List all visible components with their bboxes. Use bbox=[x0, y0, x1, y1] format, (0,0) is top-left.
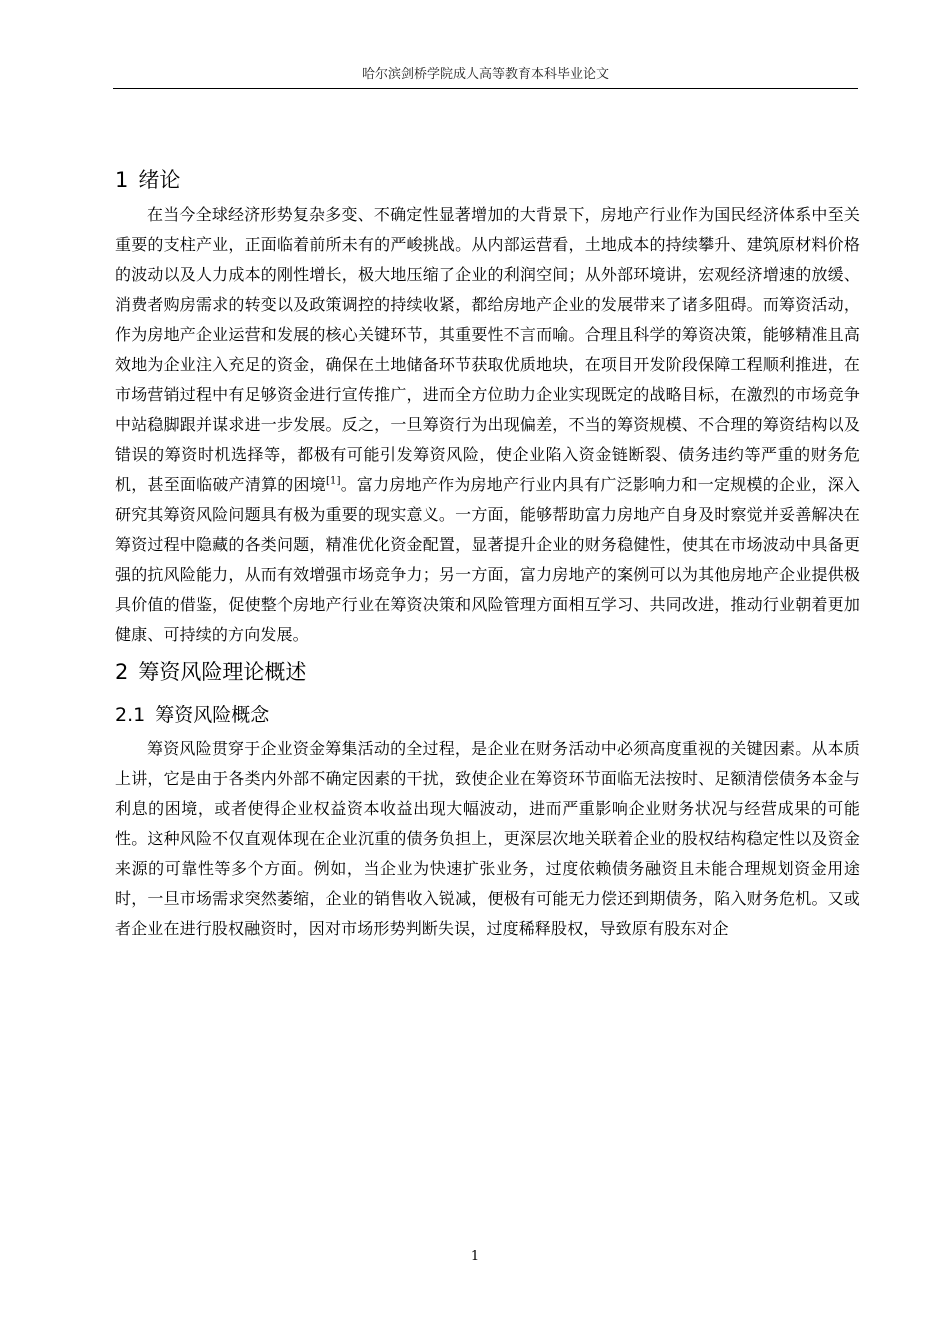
citation-ref: [1] bbox=[326, 475, 341, 487]
page-number: 1 bbox=[470, 1249, 480, 1264]
section-number: 2 bbox=[115, 660, 129, 684]
subsection-title: 筹资风险概念 bbox=[155, 704, 270, 726]
section-number: 1 bbox=[115, 168, 129, 192]
section-heading-intro bbox=[115, 160, 860, 200]
subsection-number: 2.1 bbox=[115, 704, 146, 726]
section-title: 筹资风险理论概述 bbox=[138, 660, 307, 684]
paragraph-text: 在当今全球经济形势复杂多变、不确定性显著增加的大背景下，房地产行业作为国民经济体系中至关重要的支柱产业，正面临着前所未有的严峻挑战。从内部运营看，土地成本的持续攀升、建筑原材料价格的波动以及人力成本的刚性增长，极大地压缩了企业的利润空间；从外部环境讲，宏观经济增速的放缓、消费者购房需求的转变以及政策调控的持续收紧，都给房地产企业的发展带来了诸多阻碍。而筹资活动，作为房地产企业运营和发展的核心关键环节，其重要性不言而喻。合理且科学的筹资决策，能够精准且高效地为企业注入充足的资金，确保在土地储备环节获取优质地块，在项目开发阶段保障工程顺利推进，在市场营销过程中有足够资金进行宣传推广，进而全方位助力企业实现既定的战略目标，在激烈的市场竞争中站稳脚跟并谋求进一步发展。反之，一旦筹资行为出现偏差，不当的筹资规模、不合理的筹资结构以及错误的筹资时机选择等，都极有可能引发筹资风险，使企业陷入资金链断裂、债务违约等严重的财务危机，甚至面临破产清算的困境 bbox=[115, 205, 860, 494]
section-heading-theory bbox=[115, 652, 860, 692]
paragraph-concept: 筹资风险贯穿于企业资金筹集活动的全过程，是企业在财务活动中必须高度重视的关键因素。从本质上讲，它是由于各类内外部不确定因素的干扰，致使企业在筹资环节面临无法按时、足额清偿债务本金与利息的困境，或者使得企业权益资本收益出现大幅波动，进而严重影响企业财务状况与经营成果的可能性。这种风险不仅直观体现在企业沉重的债务负担上，更深层次地关联着企业的股权结构稳定性以及资金来源的可靠性等多个方面。例如，当企业为快速扩张业务，过度依赖债务融资且未能合理规划资金用途时，一旦市场需求突然萎缩，企业的销售收入锐减，便极有可能无力偿还到期债务，陷入财务危机。又或者企业在进行股权融资时，因对市场形势判断失误，过度稀释股权，导致原有股东对企 bbox=[115, 739, 860, 938]
paragraph-text: 。富力房地产作为房地产行业内具有广泛影响力和一定规模的企业，深入研究其筹资风险问题具有极为重要的现实意义。一方面，能够帮助富力房地产自身及时察觉并妥善解决在筹资过程中隐藏的各类问题，精准优化资金配置，显著提升企业的财务稳健性，使其在市场波动中具备更强的抗风险能力，从而有效增强市场竞争力；另一方面，富力房地产的案例可以为其他房地产企业提供极具价值的借鉴，促使整个房地产行业在筹资决策和风险管理方面相互学习、共同改进，推动行业朝着更加健康、可持续的方向发展。 bbox=[115, 475, 860, 644]
paragraph-intro bbox=[115, 200, 860, 650]
page-body bbox=[115, 160, 860, 944]
subsection-heading-concept bbox=[115, 696, 860, 734]
header-rule bbox=[113, 88, 858, 89]
section-title: 绪论 bbox=[138, 168, 181, 192]
running-header: 哈尔滨剑桥学院成人高等教育本科毕业论文 bbox=[361, 67, 609, 82]
